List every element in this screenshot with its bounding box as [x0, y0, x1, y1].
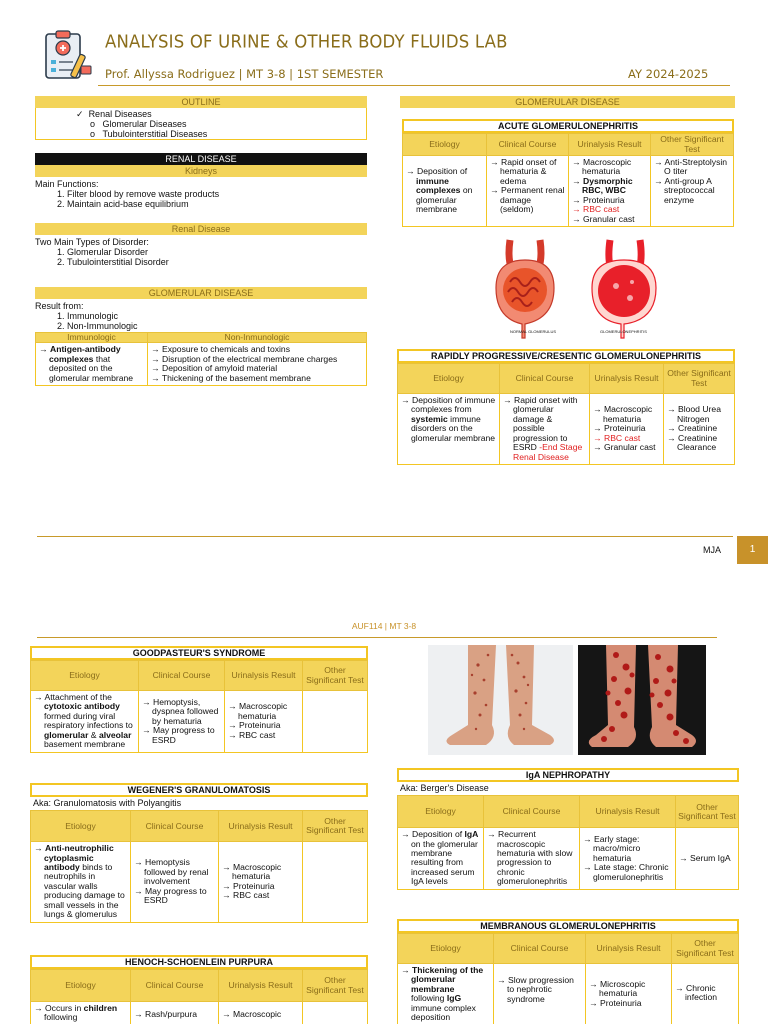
glomerulonephritis-label: GLOMERULONEPHRITIS: [600, 329, 647, 334]
list-item: → Macroscopic hematuria: [228, 702, 299, 721]
glomerular-disease-left: [35, 287, 367, 386]
purpura-photo-left: [428, 645, 573, 755]
bold-text: Thickening of the glomerular membrane: [411, 965, 484, 994]
rpgn-etiology: [398, 394, 500, 465]
list-item: → Deposition of amyloid material: [151, 364, 363, 373]
list-item: → Macroscopic hematuria: [222, 863, 299, 882]
col-clinical: Clinical Course: [131, 970, 219, 1002]
renal-disease-bar: Renal Disease: [35, 223, 367, 235]
list-item: → Hemoptysis, dyspnea followed by hematuria: [142, 698, 221, 726]
list-item: 2. Tubulointerstitial Disorder: [67, 257, 367, 267]
bold-text: glomerular: [44, 729, 89, 740]
goodpasture-section: [30, 646, 368, 753]
col-other: Other Significant Test: [651, 134, 734, 156]
list-item: → Proteinuria: [572, 196, 647, 205]
header-rule: [98, 85, 730, 86]
footer-rule: [37, 536, 733, 537]
renal-disease-section: [35, 153, 367, 267]
list-item: → RBC cast: [222, 891, 299, 900]
bold-text: Dysmorphic RBC, WBC: [582, 175, 633, 196]
list-item: → Permanent renal damage (seldom): [490, 186, 565, 214]
list-item: → May progress to ESRD: [134, 887, 215, 906]
outline-section: [35, 96, 367, 140]
hsp-table: [30, 969, 368, 1024]
hsp-urinalysis: [219, 1002, 303, 1024]
membranous-title: MEMBRANOUS GLOMERULONEPHRITIS: [397, 919, 739, 933]
agn-other: [651, 156, 734, 227]
list-item: [572, 177, 647, 196]
text: binds to neutrophils in vascular walls producing damage to small vessels in the lungs & glomerulus: [44, 861, 125, 920]
list-item: → Early stage: macro/micro hematuria: [583, 835, 672, 863]
glomerulus-figure: [478, 238, 668, 342]
normal-glomerulus-label: NORMAL GLOMERULUS: [510, 329, 557, 334]
bold-text: children: [83, 1003, 118, 1013]
two-types-label: Two Main Types of Disorder:: [35, 237, 149, 248]
text: Attachment of the: [44, 692, 112, 702]
list-item: → Exposure to chemicals and toxins: [151, 345, 363, 354]
col-clinical: Clinical Course: [131, 811, 219, 842]
list-item: 1. Immunologic: [67, 311, 367, 321]
page-number: [737, 536, 768, 564]
iga-clinical: [484, 828, 580, 890]
list-item: → Anti-Streptolysin O titer: [654, 158, 730, 177]
col-etiology: Etiology: [31, 661, 139, 691]
text: Deposition of: [416, 166, 468, 177]
rpgn-title: RAPIDLY PROGRESSIVE/CRESENTIC GLOMERULONEPHRITIS: [397, 349, 735, 363]
wegener-title: WEGENER'S GRANULOMATOSIS: [30, 783, 368, 797]
normal-glomerulus-icon: [496, 240, 557, 338]
list-item: → Chronic infection: [675, 984, 735, 1003]
col-clinical: Clinical Course: [494, 934, 586, 964]
non-immunologic-cell: [148, 343, 367, 386]
bold-text: immune complexes: [416, 175, 461, 196]
check-icon: ✓: [76, 109, 84, 119]
wegener-section: [30, 783, 368, 923]
hsp-etiology: [31, 1002, 131, 1024]
col-urinalysis: Urinalysis Result: [569, 134, 651, 156]
col-etiology: Etiology: [403, 134, 487, 156]
list-item: → Macroscopic hematuria: [572, 158, 647, 177]
text: on the glomerular membrane resulting from increased serum IgA levels: [411, 838, 478, 887]
list-item: → Slow progression to nephrotic syndrome: [497, 976, 582, 1004]
col-urinalysis: Urinalysis Result: [219, 970, 303, 1002]
membranous-urinalysis: [586, 964, 672, 1024]
wegener-urinalysis: [219, 842, 303, 923]
main-functions-label: Main Functions:: [35, 179, 99, 189]
col-other: Other Significant Test: [303, 970, 368, 1002]
membranous-table: [397, 933, 739, 1024]
goodpasture-etiology: [31, 691, 139, 753]
kidneys-bar: Kidneys: [35, 165, 367, 177]
list-item: → Rash/purpura: [134, 1010, 215, 1019]
col-urinalysis: Urinalysis Result: [590, 364, 664, 394]
outline-sub-label: Glomerular Diseases: [102, 119, 187, 130]
list-item: 1. Glomerular Disorder: [67, 247, 367, 257]
immunologic-text: that deposited on the glomerular membrane: [49, 353, 134, 383]
iga-section: [397, 768, 739, 890]
glomerular-disease-right-title: GLOMERULAR DISEASE: [400, 96, 735, 108]
col-other: Other Significant Test: [303, 661, 368, 691]
goodpasture-other: [303, 691, 368, 753]
outline-sub-item: o Tubulointerstitial Diseases: [90, 129, 208, 140]
goodpasture-title: GOODPASTEUR'S SYNDROME: [30, 646, 368, 660]
list-item: → Creatinine Clearance: [667, 434, 731, 453]
col-etiology: Etiology: [398, 364, 500, 394]
iga-urinalysis: [580, 828, 676, 890]
glomerular-disease-title: GLOMERULAR DISEASE: [35, 287, 367, 299]
list-item: → Granular cast: [572, 215, 647, 224]
membranous-other: [672, 964, 739, 1024]
list-item: → Proteinuria: [589, 999, 668, 1008]
col-etiology: Etiology: [31, 970, 131, 1002]
text: Deposition of immune complexes from: [411, 395, 496, 415]
text: immune disorders on the glomerular membrane: [411, 413, 496, 443]
bold-text: IgG: [446, 993, 462, 1004]
hsp-other: [303, 1002, 368, 1024]
rpgn-urinalysis: [590, 394, 664, 465]
goodpasture-clinical: [139, 691, 225, 753]
membranous-section: [397, 919, 739, 1024]
col-urinalysis: Urinalysis Result: [586, 934, 672, 964]
immunologic-table: [35, 332, 367, 386]
outline-sub-item: o Glomerular Diseases: [90, 119, 187, 130]
list-item: → Hemoptysis followed by renal involvement: [134, 858, 215, 886]
clipboard-medical-icon: [37, 28, 93, 84]
col-other: Other Significant Test: [676, 796, 739, 828]
list-item: → Macroscopic hematuria: [593, 405, 660, 424]
wegener-aka: Aka: Granulomatosis with Polyangitis: [33, 798, 182, 808]
bold-text: Anti-neutrophilic cytoplasmic antibody: [44, 843, 114, 872]
outline-title: OUTLINE: [35, 96, 367, 108]
document-subtitle: Prof. Allyssa Rodriguez | MT 3-8 | 1ST SEMESTER: [105, 67, 384, 81]
agn-section: [402, 119, 734, 227]
agn-etiology: [403, 156, 487, 227]
renal-disease-title: RENAL DISEASE: [35, 153, 367, 165]
red-text: -End Stage Renal Disease: [513, 442, 583, 462]
text: following: [411, 993, 447, 1004]
col-other: Other Significant Test: [672, 934, 739, 964]
goodpasture-table: [30, 660, 368, 753]
col-etiology: Etiology: [398, 796, 484, 828]
text: formed during viral respiratory infections to: [44, 710, 133, 731]
iga-etiology: [398, 828, 484, 890]
outline-item: [76, 109, 366, 119]
glomerulonephritis-icon: [592, 240, 656, 338]
wegener-other: [303, 842, 368, 923]
header-logo: [37, 28, 93, 84]
col-immunologic: Immunologic: [36, 333, 148, 343]
hsp-section: [30, 955, 368, 1024]
list-item: → Proteinuria: [593, 424, 660, 433]
wegener-etiology: [31, 842, 131, 923]
list-item: → RBC cast: [593, 434, 660, 443]
text: Deposition of: [411, 829, 465, 840]
col-etiology: Etiology: [398, 934, 494, 964]
list-item: → Recurrent macroscopic hematuria with slow progression to chronic glomerulonephritis: [487, 830, 576, 887]
list-item: → RBC cast: [228, 731, 299, 740]
immunologic-bold: Antigen-antibody complexes: [49, 344, 121, 364]
main-functions-list: [35, 189, 367, 209]
list-item: 1. Filter blood by remove waste products: [67, 189, 367, 199]
col-other: Other Significant Test: [664, 364, 735, 394]
bold-text: alveolar: [98, 729, 132, 740]
text: Occurs in: [44, 1003, 84, 1013]
text: Rapid onset with glomerular damage & possible progression to ESRD: [513, 395, 578, 453]
list-item: → Proteinuria: [228, 721, 299, 730]
outline-item-label: Renal Diseases: [88, 109, 152, 119]
list-item: → Anti-group A streptococcal enzyme: [654, 177, 730, 205]
legs-rash-photo-icon: [578, 645, 706, 755]
rpgn-section: [397, 349, 735, 465]
text: following: [44, 1012, 78, 1023]
document-title: ANALYSIS OF URINE & OTHER BODY FLUIDS LAB: [105, 30, 508, 52]
col-clinical: Clinical Course: [139, 661, 225, 691]
list-item: → RBC cast: [572, 205, 647, 214]
result-from-label: Result from:: [35, 301, 84, 311]
page2-header: AUF114 | MT 3-8: [351, 621, 417, 631]
bold-text: cytotoxic antibody: [44, 701, 120, 712]
col-other: Other Significant Test: [303, 811, 368, 842]
text: on glomerular membrane: [416, 185, 473, 215]
list-item: → Microscopic hematuria: [589, 980, 668, 999]
rpgn-clinical: [500, 394, 590, 465]
agn-title: ACUTE GLOMERULONEPHRITIS: [402, 119, 734, 133]
wegener-table: [30, 810, 368, 923]
hsp-title: HENOCH-SCHOENLEIN PURPURA: [30, 955, 368, 969]
iga-other: [676, 828, 739, 890]
col-clinical: Clinical Course: [500, 364, 590, 394]
agn-urinalysis: [569, 156, 651, 227]
result-from-list: [35, 311, 367, 331]
list-item: 2. Maintain acid-base equilibrium: [67, 199, 367, 209]
text: immune complex deposition: [411, 1002, 476, 1023]
purpura-photo-right: [578, 645, 706, 755]
col-clinical: Clinical Course: [484, 796, 580, 828]
text: basement membrane: [44, 739, 126, 750]
footer-initials: MJA: [703, 545, 721, 555]
list-item: → May progress to ESRD: [142, 726, 221, 745]
col-urinalysis: Urinalysis Result: [219, 811, 303, 842]
list-item: 2. Non-Immunologic: [67, 321, 367, 331]
col-clinical: Clinical Course: [487, 134, 569, 156]
list-item: → Proteinuria: [222, 882, 299, 891]
wegener-clinical: [131, 842, 219, 923]
disorder-types-list: [35, 247, 367, 267]
iga-aka: Aka: Berger's Disease: [400, 783, 489, 793]
iga-title: IgA NEPHROPATHY: [397, 768, 739, 782]
list-item: → Macroscopic: [222, 1010, 299, 1019]
legs-photo-icon: [428, 645, 573, 755]
immunologic-cell: [36, 343, 148, 386]
outline-box: [35, 108, 367, 140]
page-number-text: 1: [749, 544, 756, 555]
bold-text: IgA: [464, 829, 479, 840]
list-item: → Thickening of the basement membrane: [151, 374, 363, 383]
rpgn-table: [397, 363, 735, 465]
bold-text: systemic: [411, 413, 448, 424]
list-item: → Blood Urea Nitrogen: [667, 405, 731, 424]
glomerulus-illustration: [478, 238, 668, 342]
text: &: [88, 729, 99, 740]
membranous-clinical: [494, 964, 586, 1024]
agn-table: [402, 133, 734, 227]
col-urinalysis: Urinalysis Result: [225, 661, 303, 691]
academic-year: AY 2024-2025: [628, 67, 709, 81]
col-etiology: Etiology: [31, 811, 131, 842]
hsp-clinical: [131, 1002, 219, 1024]
list-item: → Rapid onset of hematuria & edema: [490, 158, 565, 186]
list-item: → Late stage: Chronic glomerulonephritis: [583, 863, 672, 882]
list-item: → Creatinine: [667, 424, 731, 433]
membranous-etiology: [398, 964, 494, 1024]
page2-header-rule: [37, 637, 717, 638]
agn-clinical: [487, 156, 569, 227]
list-item: → Serum IgA: [679, 854, 735, 863]
outline-sub-label: Tubulointerstitial Diseases: [102, 129, 208, 140]
goodpasture-urinalysis: [225, 691, 303, 753]
col-urinalysis: Urinalysis Result: [580, 796, 676, 828]
col-non-immunologic: Non-Inmunologic: [148, 333, 367, 343]
list-item: → Granular cast: [593, 443, 660, 452]
list-item: → Disruption of the electrical membrane charges: [151, 355, 363, 364]
iga-table: [397, 795, 739, 890]
rpgn-other: [664, 394, 735, 465]
